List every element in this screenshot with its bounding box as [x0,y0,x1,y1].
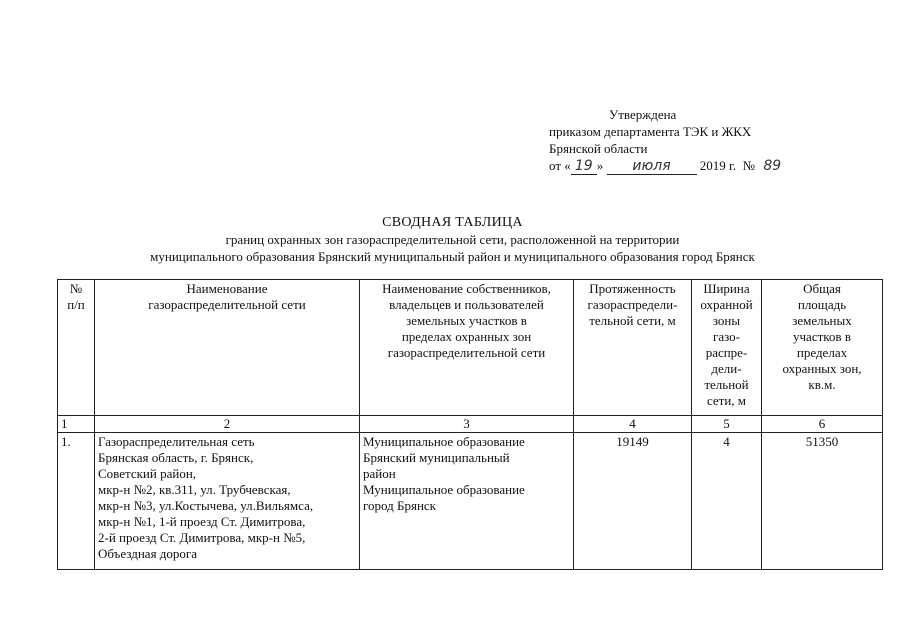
date-prefix: от « [549,158,571,173]
date-mid: » [596,158,604,173]
network-cell: Газораспределительная сеть Брянская область, г. Брянск, Советский район, мкр-н №2, кв.311, ул. Трубчевская, мкр-н №3, ул.Костычева, ул.Вильямса, мкр-н №1, 1-й проезд Ст. Димитрова, 2-й проезд Ст. Димитрова, мкр-н №5, Объездная дорога [95,433,360,570]
approval-order: приказом департамента ТЭК и ЖКХ [549,124,752,139]
document-title [0,214,905,265]
length-cell: 19149 [574,433,692,570]
number-sign: № [742,158,756,173]
title-main: СВОДНАЯ ТАБЛИЦА [382,215,523,230]
title-subtitle-2: муниципального образования Брянский муниципальный район и муниципального образования город Брянск [150,249,755,264]
owners-cell: Муниципальное образование Брянский муниципальный район Муниципальное образование город Брянск [360,433,574,570]
summary-table [57,279,883,570]
approval-region: Брянской области [549,141,648,156]
column-number: 4 [574,416,692,433]
header-cell-area: Общая площадь земельных участков в пределах охранных зон, кв.м. [762,280,883,416]
header-cell-owners: Наименование собственников, владельцев и пользователей земельных участков в пределах охранных зон газораспределительной сети [360,280,574,416]
header-cell-network: Наименование газораспределительной сети [95,280,360,416]
approval-block [549,106,786,175]
date-year: 2019 г. [699,158,737,173]
table-header-row [58,280,883,416]
date-month: июля [607,159,697,175]
date-day: 19 [571,159,597,175]
column-number: 3 [360,416,574,433]
header-cell-num: № п/п [58,280,95,416]
column-number: 5 [692,416,762,433]
column-number: 6 [762,416,883,433]
table-row [58,433,883,570]
header-cell-length: Протяженность газораспредели- тельной сети, м [574,280,692,416]
column-number: 1 [58,416,95,433]
header-cell-width: Ширина охранной зоны газо- распре- дели- тельной сети, м [692,280,762,416]
row-number: 1. [58,433,95,570]
title-subtitle-1: границ охранных зон газораспределительной сети, расположенной на территории [225,232,680,247]
approval-date-line [549,157,786,175]
width-cell: 4 [692,433,762,570]
column-number: 2 [95,416,360,433]
order-number: 89 [763,158,782,174]
approval-title: Утверждена [609,107,677,122]
area-cell: 51350 [762,433,883,570]
column-number-row [58,416,883,433]
